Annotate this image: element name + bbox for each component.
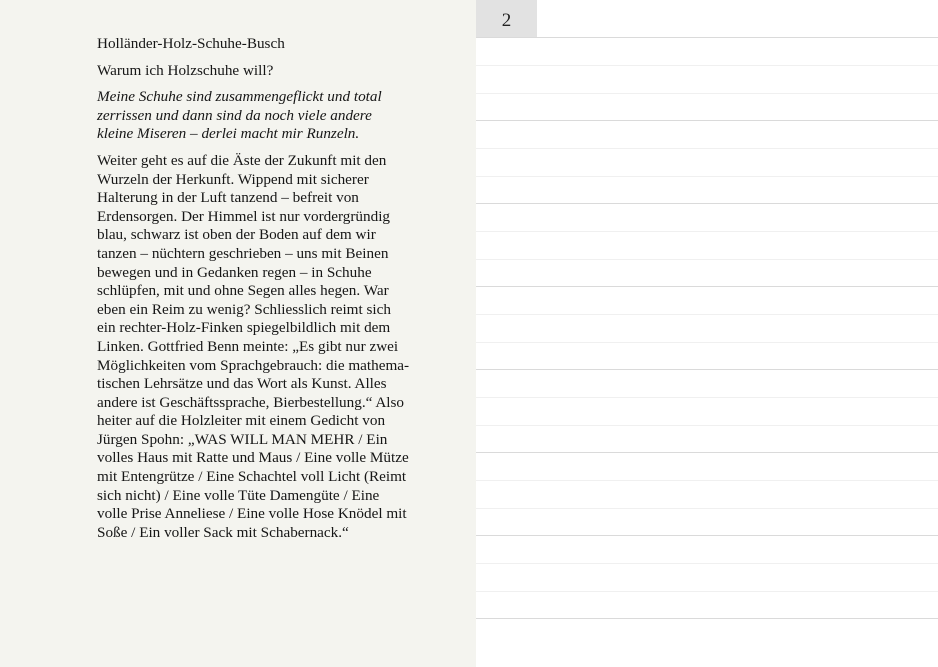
ruled-line (476, 342, 938, 343)
ruled-line (476, 480, 938, 481)
article-body: Weiter geht es auf die Äste der Zukunft mit den Wurzeln der Herkunft. Wippend mit sicherer Halterung in der Luft tanzend – befreit von Erdensorgen. Der Himmel ist nur vordergründig blau, schwarz ist oben der Boden auf dem wir tanzen – nüchtern geschrieben – uns mit Beinen bewegen und in Gedanken regen – in Schuhe schlüpfen, mit und ohne Segen alles hegen. War eben ein Reim zu wenig? Schliesslich reimt sich ein rechter-Holz-Finken spiegelbildlich mit dem Linken. Gottfried Benn meinte: „Es gibt nur zwei Möglichkeiten vom Sprachgebrauch: die mathema- tischen Lehrsätze und das Wort als Kunst. Alles andere ist Geschäftssprache, Bierbestellung.“ Also heiter auf die Holzleiter mit einem Gedicht von Jürgen Spohn: „WAS WILL MAN MEHR / Ein volles Haus mit Ratte und Maus / Eine volle Mütze mit Entengrütze / Eine Schachtel voll Licht (Reimt sich nicht) / Eine volle Tüte Damengüte / Eine volle Prise Anneliese / Eine volle Hose Knödel mit Soße / Ein voller Sack mit Schabernack.“ (97, 151, 410, 541)
ruled-line (476, 452, 938, 453)
article-question: Warum ich Holzschuhe will? (97, 61, 274, 79)
ruled-line (476, 618, 938, 619)
page-number-tab[interactable]: 2 (476, 0, 537, 37)
ruled-line (476, 286, 938, 287)
article-title: Holländer-Holz-Schuhe-Busch (97, 35, 285, 52)
ruled-line (476, 176, 938, 177)
article-intro: Meine Schuhe sind zusammengeflickt und total zerrissen und dann sind da noch viele andere kleine Miseren – derlei macht mir Runzeln. (97, 88, 382, 143)
ruled-line (476, 425, 938, 426)
ruled-line (476, 120, 938, 121)
ruled-line (476, 93, 938, 94)
ruled-line (476, 397, 938, 398)
ruled-line (476, 231, 938, 232)
ruled-line (476, 535, 938, 536)
ruled-line (476, 563, 938, 564)
ruled-line (476, 314, 938, 315)
ruled-line (476, 591, 938, 592)
ruled-line (476, 37, 938, 38)
ruled-line (476, 148, 938, 149)
ruled-line (476, 65, 938, 66)
article-text (97, 35, 417, 542)
ruled-line (476, 508, 938, 509)
ruled-line (476, 259, 938, 260)
ruled-line (476, 203, 938, 204)
ruled-lines (476, 0, 938, 667)
right-page-notes[interactable] (476, 0, 938, 667)
ruled-line (476, 369, 938, 370)
